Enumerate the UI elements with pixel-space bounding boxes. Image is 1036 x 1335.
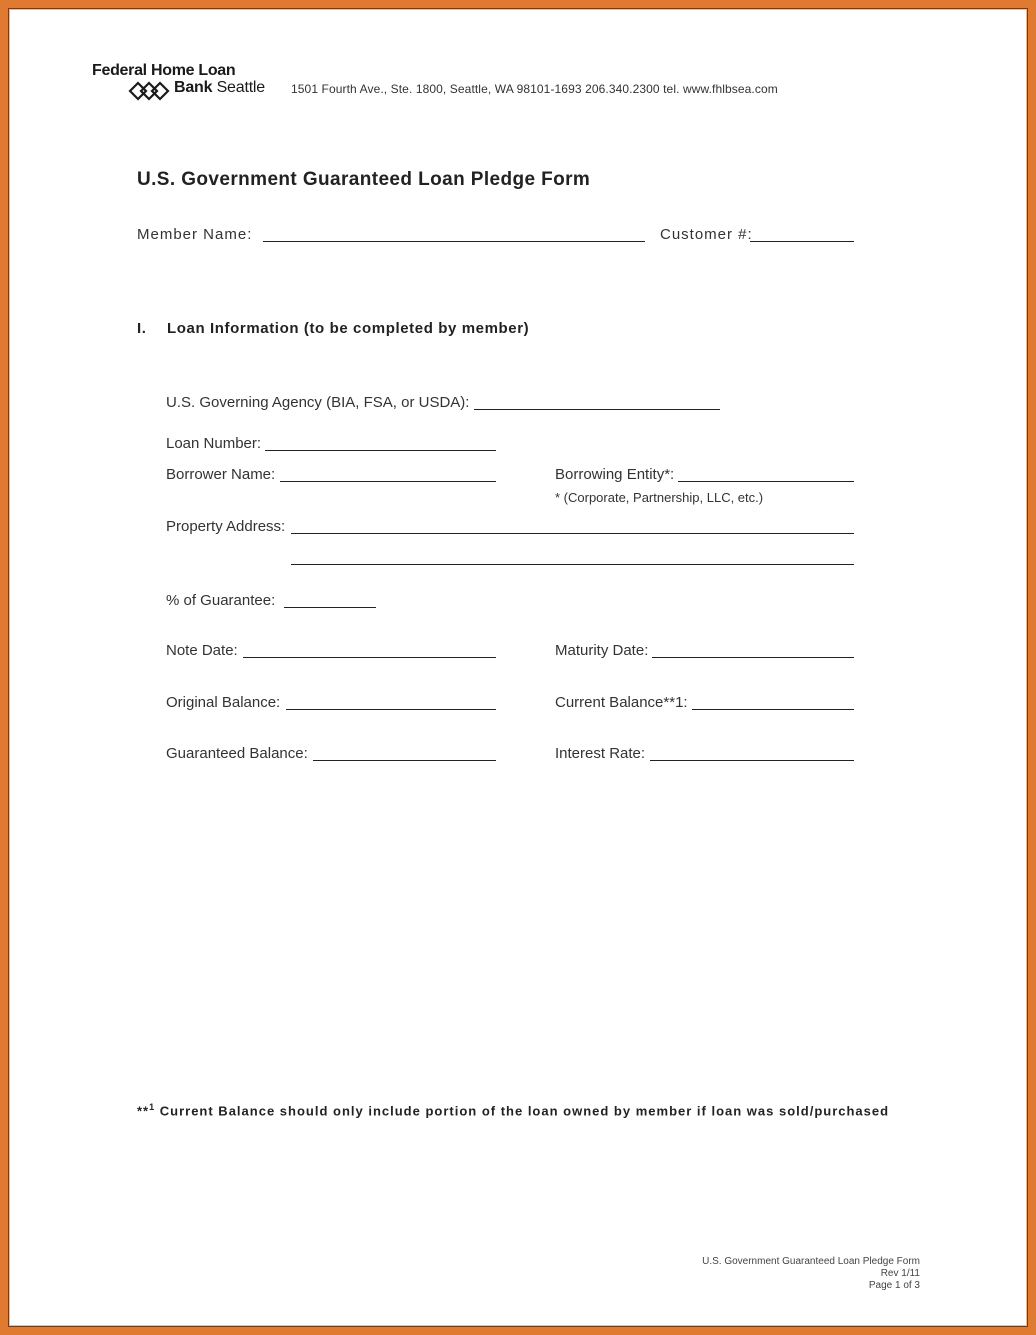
loan-number-field[interactable] (265, 450, 496, 451)
borrowing-entity-field[interactable] (678, 481, 854, 482)
note-date-field[interactable] (243, 657, 496, 658)
borrower-name-field[interactable] (280, 481, 496, 482)
original-balance-field[interactable] (286, 709, 496, 710)
maturity-date-label: Maturity Date: (555, 642, 649, 659)
property-address-field-line2[interactable] (291, 564, 854, 565)
property-address-field-line1[interactable] (291, 533, 854, 534)
footnote-text: Current Balance should only include portion of the loan owned by member if loan was sold/purchased (155, 1103, 890, 1119)
footnote-marker: ** (137, 1103, 150, 1119)
guaranteed-balance-label: Guaranteed Balance: (166, 745, 308, 762)
logo-text-line1: Federal Home Loan (92, 62, 236, 79)
current-balance-footnote (137, 1102, 889, 1118)
logo-bank-word: Bank (174, 79, 213, 96)
section-heading (137, 320, 529, 337)
note-date-label: Note Date: (166, 642, 238, 659)
agency-label: U.S. Governing Agency (BIA, FSA, or USDA): (166, 394, 470, 411)
member-name-field[interactable] (263, 241, 645, 242)
form-title: U.S. Government Guaranteed Loan Pledge Form (137, 169, 591, 190)
footer-form-name: U.S. Government Guaranteed Loan Pledge Form (702, 1256, 920, 1267)
guarantee-label: % of Guarantee: (166, 592, 276, 609)
logo-text-line2 (174, 79, 265, 97)
guarantee-field[interactable] (284, 607, 376, 608)
current-balance-field[interactable] (692, 709, 854, 710)
borrower-name-label: Borrower Name: (166, 466, 276, 483)
borrowing-entity-label: Borrowing Entity*: (555, 466, 675, 483)
footer-page-number: Page 1 of 3 (868, 1280, 920, 1291)
maturity-date-field[interactable] (652, 657, 854, 658)
header-address: 1501 Fourth Ave., Ste. 1800, Seattle, WA 98101-1693 206.340.2300 tel. www.fhlbsea.com (291, 82, 778, 96)
agency-field[interactable] (474, 409, 720, 410)
original-balance-label: Original Balance: (166, 694, 281, 711)
logo-seattle-word: Seattle (212, 79, 265, 96)
page-footer (702, 1256, 920, 1292)
fhlb-logo-icon (128, 80, 170, 102)
member-name-label: Member Name: (137, 226, 253, 243)
property-address-label: Property Address: (166, 518, 286, 535)
current-balance-label: Current Balance**1: (555, 694, 688, 711)
customer-number-label: Customer #: (660, 226, 753, 243)
footnote-superscript: 1 (149, 1102, 156, 1112)
footer-revision: Rev 1/11 (880, 1268, 920, 1279)
section-number: I. (137, 320, 147, 337)
loan-number-label: Loan Number: (166, 435, 262, 452)
guaranteed-balance-field[interactable] (313, 760, 496, 761)
interest-rate-field[interactable] (650, 760, 854, 761)
interest-rate-label: Interest Rate: (555, 745, 646, 762)
section-title: Loan Information (to be completed by member) (167, 320, 530, 337)
page-frame-inner (8, 8, 1028, 1327)
customer-number-field[interactable] (750, 241, 854, 242)
borrowing-entity-note: * (Corporate, Partnership, LLC, etc.) (555, 490, 764, 505)
